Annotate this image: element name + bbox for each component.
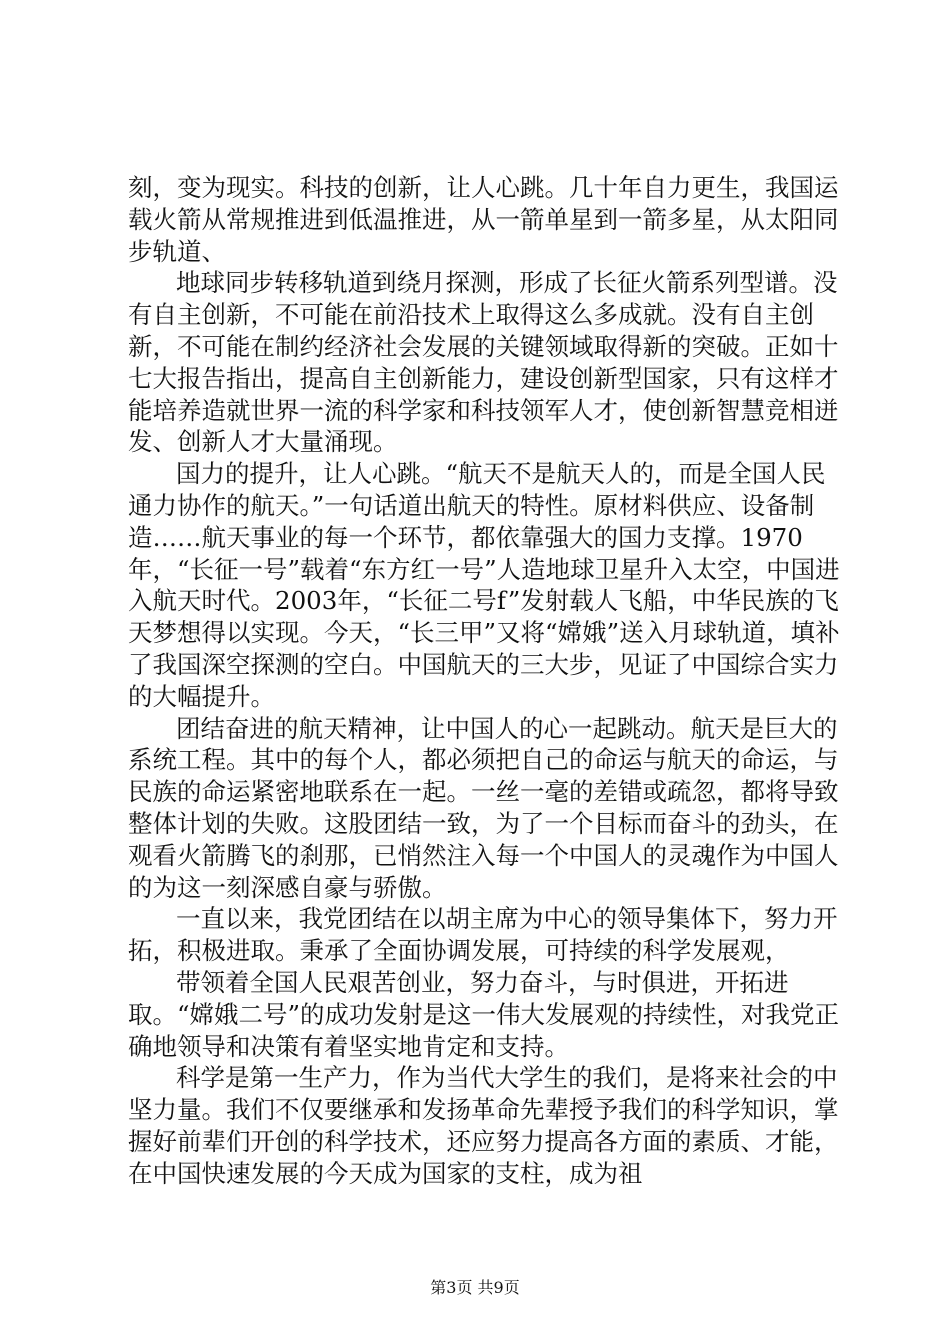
paragraph-3: 国力的提升，让人心跳。“航天不是航天人的，而是全国人民通力协作的航天。”一句话道出航天的特性。原材料供应、设备制造……航天事业的每一个环节，都依靠强大的国力支撑。1970年，“长征一号”载着“东方红一号”人造地球卫星升入太空，中国进入航天时代。2003年，“长征二号f”发射载人飞船，中华民族的飞天梦想得以实现。今天，“长三甲”又将“嫦娥”送入月球轨道，填补了我国深空探测的空白。中国航天的三大步，见证了中国综合实力的大幅提升。 [128,459,840,711]
paragraph-6: 带领着全国人民艰苦创业，努力奋斗，与时俱进，开拓进取。“嫦娥二号”的成功发射是这一伟大发展观的持续性，对我党正确地领导和决策有着坚实地肯定和支持。 [128,967,840,1061]
paragraph-2: 地球同步转移轨道到绕月探测，形成了长征火箭系列型谱。没有自主创新，不可能在前沿技术上取得这么多成就。没有自主创新，不可能在制约经济社会发展的关键领域取得新的突破。正如十七大报告指出，提高自主创新能力，建设创新型国家，只有这样才能培养造就世界一流的科学家和科技领军人才，使创新智慧竞相迸发、创新人才大量涌现。 [128,268,839,457]
paragraph-5: 一直以来，我党团结在以胡主席为中心的领导集体下，努力开拓，积极进取。秉承了全面协调发展，可持续的科学发展观， [128,904,838,966]
paragraph-1: 刻，变为现实。科技的创新，让人心跳。几十年自力更生，我国运载火箭从常规推进到低温推进，从一箭单星到一箭多星，从太阳同步轨道、 [128,173,839,266]
document-body [128,172,848,1190]
page-number-footer: 第3页 共9页 [430,1278,520,1297]
paragraph-4: 团结奋进的航天精神，让中国人的心一起跳动。航天是巨大的系统工程。其中的每个人，都必须把自己的命运与航天的命运，与民族的命运紧密地联系在一起。一丝一毫的差错或疏忽，都将导致整体计划的失败。这股团结一致，为了一个目标而奋斗的劲头，在观看火箭腾飞的刹那，已悄然注入每一个中国人的灵魂作为中国人的为这一刻深感自豪与骄傲。 [128,713,839,902]
paragraph-7: 科学是第一生产力，作为当代大学生的我们，是将来社会的中坚力量。我们不仅要继承和发扬革命先辈授予我们的科学知识，掌握好前辈们开创的科学技术，还应努力提高各方面的素质、才能，在中国快速发展的今天成为国家的支柱，成为祖 [128,1063,839,1188]
